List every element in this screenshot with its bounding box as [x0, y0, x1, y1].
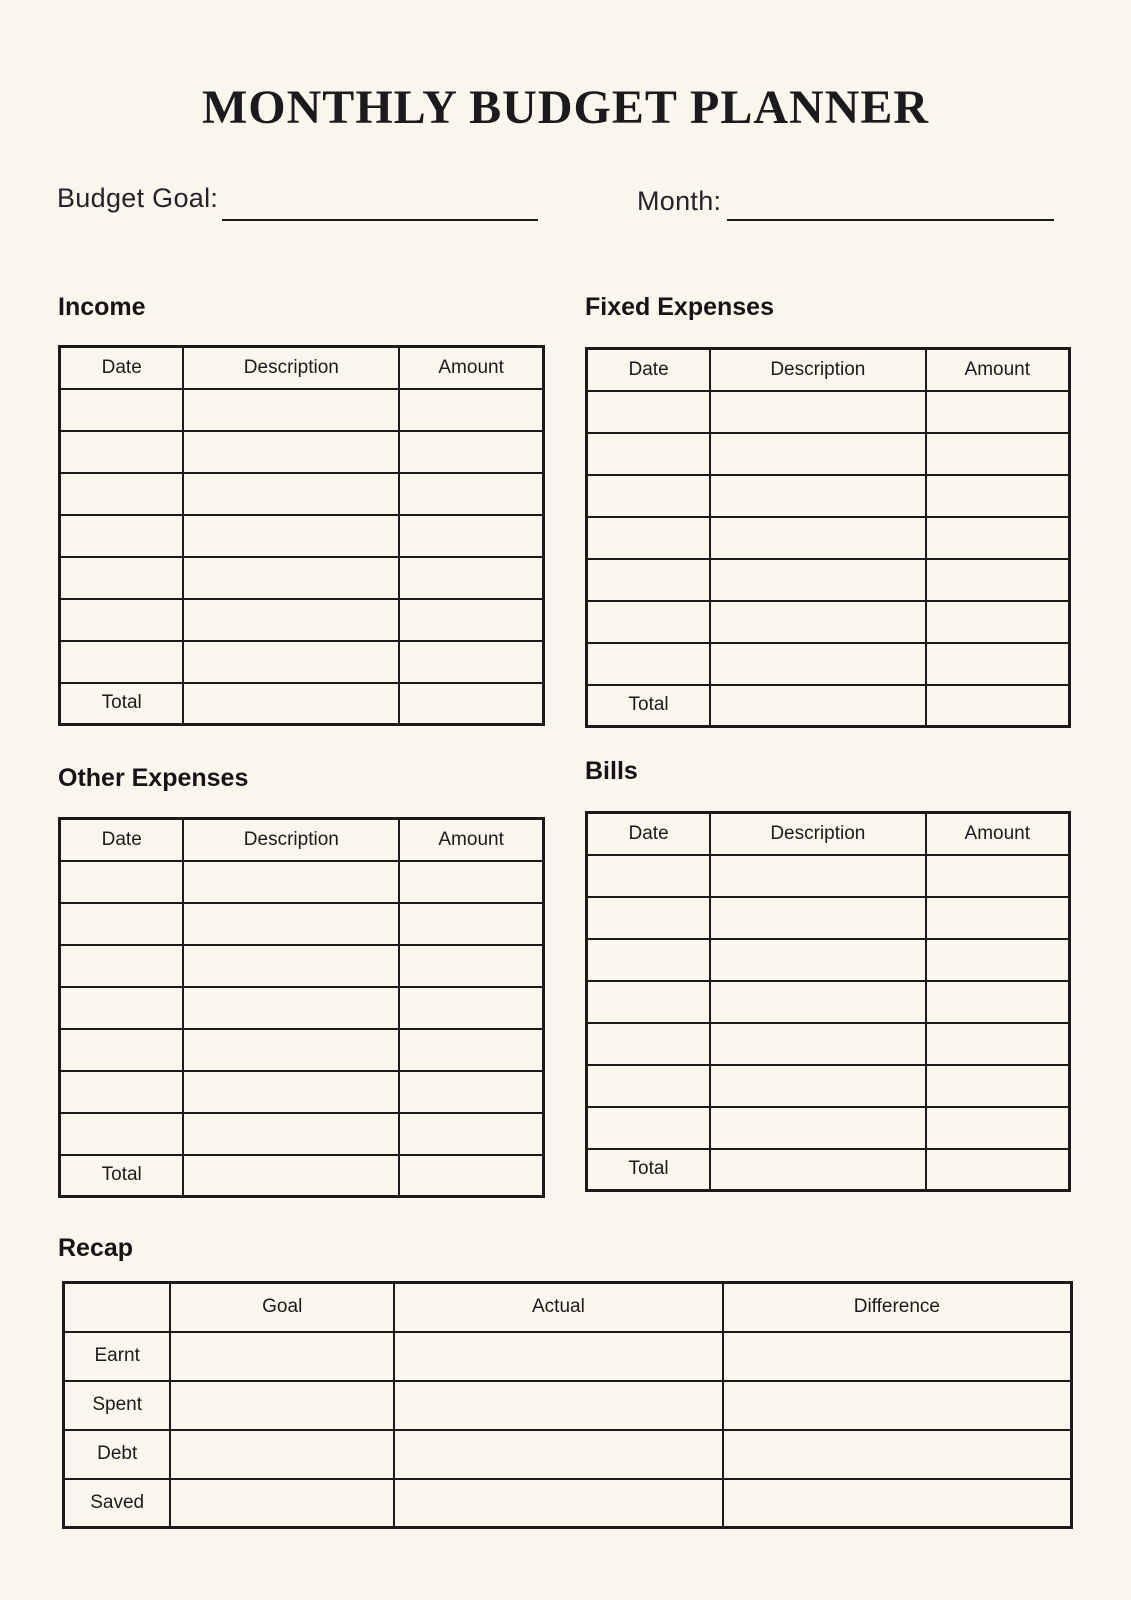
empty-row — [60, 641, 544, 683]
date-cell — [587, 433, 711, 475]
section-title-fixed-expenses: Fixed Expenses — [585, 293, 774, 321]
recap-goal-cell — [170, 1479, 394, 1528]
amount-cell — [926, 475, 1070, 517]
amount-cell — [926, 939, 1070, 981]
description-cell — [183, 861, 399, 903]
amount-cell — [926, 981, 1070, 1023]
recap-difference-cell — [723, 1479, 1072, 1528]
empty-row — [587, 981, 1070, 1023]
date-cell — [60, 473, 184, 515]
date-cell — [587, 1065, 711, 1107]
amount-cell — [399, 515, 543, 557]
section-title-income: Income — [58, 293, 146, 321]
empty-row — [60, 473, 544, 515]
recap-goal-cell — [170, 1332, 394, 1381]
description-cell — [710, 433, 925, 475]
empty-row — [60, 945, 544, 987]
recap-row-earnt — [64, 1332, 1072, 1381]
total-description-cell — [183, 1155, 399, 1197]
recap-table — [62, 1281, 1073, 1529]
amount-cell — [926, 1065, 1070, 1107]
description-cell — [183, 903, 399, 945]
date-cell — [587, 559, 711, 601]
recap-row-label: Spent — [64, 1381, 171, 1430]
total-description-cell — [710, 1149, 925, 1191]
date-cell — [60, 431, 184, 473]
total-row — [60, 683, 544, 725]
total-amount-cell — [399, 683, 543, 725]
empty-row — [587, 939, 1070, 981]
date-cell — [60, 945, 184, 987]
column-header-date: Date — [587, 349, 711, 391]
empty-row — [587, 897, 1070, 939]
description-cell — [183, 557, 399, 599]
total-row — [60, 1155, 544, 1197]
total-amount-cell — [399, 1155, 543, 1197]
total-row — [587, 1149, 1070, 1191]
empty-row — [587, 1107, 1070, 1149]
month-label: Month: — [637, 186, 722, 216]
column-header-amount: Amount — [926, 813, 1070, 855]
date-cell — [60, 515, 184, 557]
budget-goal-blank-line — [222, 219, 538, 221]
column-header-date: Date — [587, 813, 711, 855]
recap-corner-cell — [64, 1283, 171, 1332]
amount-cell — [399, 389, 543, 431]
date-cell — [60, 1029, 184, 1071]
empty-row — [587, 1023, 1070, 1065]
table-header-row — [60, 819, 544, 861]
amount-cell — [399, 431, 543, 473]
fixed-expenses-table — [585, 347, 1071, 728]
recap-goal-cell — [170, 1381, 394, 1430]
amount-cell — [399, 945, 543, 987]
date-cell — [60, 641, 184, 683]
recap-difference-cell — [723, 1430, 1072, 1479]
amount-cell — [926, 855, 1070, 897]
description-cell — [710, 1023, 925, 1065]
amount-cell — [399, 903, 543, 945]
amount-cell — [399, 1113, 543, 1155]
description-cell — [710, 643, 925, 685]
table-header-row — [587, 349, 1070, 391]
empty-row — [587, 391, 1070, 433]
amount-cell — [399, 1029, 543, 1071]
empty-row — [60, 515, 544, 557]
amount-cell — [399, 599, 543, 641]
empty-row — [587, 855, 1070, 897]
date-cell — [587, 1107, 711, 1149]
date-cell — [587, 981, 711, 1023]
recap-row-label: Debt — [64, 1430, 171, 1479]
amount-cell — [399, 987, 543, 1029]
description-cell — [183, 945, 399, 987]
date-cell — [60, 599, 184, 641]
total-description-cell — [183, 683, 399, 725]
budget-goal-label: Budget Goal: — [57, 183, 219, 213]
empty-row — [587, 559, 1070, 601]
recap-actual-cell — [394, 1381, 723, 1430]
total-amount-cell — [926, 685, 1070, 727]
recap-row-label: Earnt — [64, 1332, 171, 1381]
month-blank-line — [727, 219, 1054, 221]
amount-cell — [926, 391, 1070, 433]
total-amount-cell — [926, 1149, 1070, 1191]
table-header-row — [587, 813, 1070, 855]
total-label-cell: Total — [60, 683, 184, 725]
amount-cell — [926, 559, 1070, 601]
table-header-row — [60, 347, 544, 389]
amount-cell — [926, 433, 1070, 475]
total-description-cell — [710, 685, 925, 727]
recap-row-label: Saved — [64, 1479, 171, 1528]
column-header-date: Date — [60, 347, 184, 389]
column-header-description: Description — [710, 349, 925, 391]
recap-goal-cell — [170, 1430, 394, 1479]
amount-cell — [399, 473, 543, 515]
empty-row — [60, 431, 544, 473]
date-cell — [587, 601, 711, 643]
recap-row-spent — [64, 1381, 1072, 1430]
amount-cell — [399, 641, 543, 683]
column-header-description: Description — [183, 819, 399, 861]
section-title-other-expenses: Other Expenses — [58, 764, 249, 792]
description-cell — [183, 1113, 399, 1155]
amount-cell — [926, 1107, 1070, 1149]
recap-row-saved — [64, 1479, 1072, 1528]
amount-cell — [399, 1071, 543, 1113]
amount-cell — [926, 601, 1070, 643]
date-cell — [587, 897, 711, 939]
date-cell — [587, 475, 711, 517]
recap-row-debt — [64, 1430, 1072, 1479]
date-cell — [587, 643, 711, 685]
description-cell — [710, 1107, 925, 1149]
empty-row — [60, 599, 544, 641]
recap-actual-cell — [394, 1430, 723, 1479]
recap-column-header-difference: Difference — [723, 1283, 1072, 1332]
amount-cell — [926, 643, 1070, 685]
bills-table — [585, 811, 1071, 1192]
recap-column-header-actual: Actual — [394, 1283, 723, 1332]
date-cell — [60, 389, 184, 431]
page-title: MONTHLY BUDGET PLANNER — [202, 81, 929, 134]
description-cell — [183, 473, 399, 515]
description-cell — [710, 897, 925, 939]
income-table — [58, 345, 545, 726]
date-cell — [60, 861, 184, 903]
date-cell — [587, 855, 711, 897]
description-cell — [183, 389, 399, 431]
empty-row — [587, 601, 1070, 643]
description-cell — [710, 391, 925, 433]
date-cell — [60, 1113, 184, 1155]
column-header-amount: Amount — [399, 819, 543, 861]
date-cell — [60, 903, 184, 945]
recap-difference-cell — [723, 1332, 1072, 1381]
description-cell — [183, 431, 399, 473]
empty-row — [587, 433, 1070, 475]
total-label-cell: Total — [60, 1155, 184, 1197]
date-cell — [60, 557, 184, 599]
description-cell — [710, 601, 925, 643]
amount-cell — [926, 517, 1070, 559]
other-expenses-table — [58, 817, 545, 1198]
recap-actual-cell — [394, 1479, 723, 1528]
description-cell — [710, 1065, 925, 1107]
empty-row — [60, 1113, 544, 1155]
empty-row — [587, 475, 1070, 517]
description-cell — [710, 475, 925, 517]
recap-actual-cell — [394, 1332, 723, 1381]
empty-row — [587, 1065, 1070, 1107]
date-cell — [587, 391, 711, 433]
total-label-cell: Total — [587, 685, 711, 727]
section-title-recap: Recap — [58, 1234, 134, 1262]
date-cell — [587, 939, 711, 981]
description-cell — [710, 559, 925, 601]
description-cell — [710, 517, 925, 559]
date-cell — [60, 987, 184, 1029]
description-cell — [183, 599, 399, 641]
description-cell — [183, 1071, 399, 1113]
column-header-description: Description — [183, 347, 399, 389]
description-cell — [183, 987, 399, 1029]
description-cell — [183, 515, 399, 557]
amount-cell — [926, 897, 1070, 939]
amount-cell — [926, 1023, 1070, 1065]
column-header-description: Description — [710, 813, 925, 855]
empty-row — [60, 987, 544, 1029]
date-cell — [587, 1023, 711, 1065]
total-label-cell: Total — [587, 1149, 711, 1191]
empty-row — [587, 517, 1070, 559]
total-row — [587, 685, 1070, 727]
column-header-amount: Amount — [926, 349, 1070, 391]
column-header-amount: Amount — [399, 347, 543, 389]
empty-row — [60, 903, 544, 945]
date-cell — [60, 1071, 184, 1113]
recap-column-header-goal: Goal — [170, 1283, 394, 1332]
empty-row — [60, 389, 544, 431]
description-cell — [710, 939, 925, 981]
empty-row — [60, 861, 544, 903]
empty-row — [60, 1071, 544, 1113]
empty-row — [587, 643, 1070, 685]
description-cell — [183, 1029, 399, 1071]
description-cell — [710, 981, 925, 1023]
recap-difference-cell — [723, 1381, 1072, 1430]
amount-cell — [399, 557, 543, 599]
empty-row — [60, 1029, 544, 1071]
column-header-date: Date — [60, 819, 184, 861]
section-title-bills: Bills — [585, 757, 638, 785]
amount-cell — [399, 861, 543, 903]
description-cell — [710, 855, 925, 897]
recap-header-row — [64, 1283, 1072, 1332]
description-cell — [183, 641, 399, 683]
date-cell — [587, 517, 711, 559]
empty-row — [60, 557, 544, 599]
